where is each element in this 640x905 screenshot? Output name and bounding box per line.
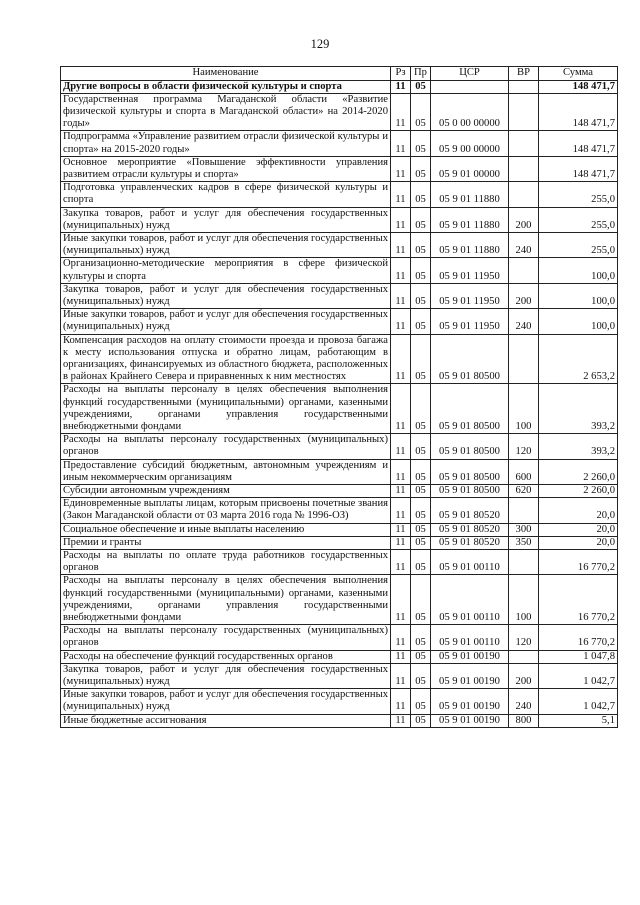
row-rz: 11: [391, 334, 411, 384]
row-pr: 05: [411, 434, 431, 459]
row-sum: 100,0: [539, 258, 618, 283]
row-pr: 05: [411, 536, 431, 549]
table-row: [61, 689, 618, 714]
header-name: Наименование: [61, 67, 391, 81]
row-rz: 11: [391, 131, 411, 156]
row-name: Единовременные выплаты лицам, которым присвоены почетные звания (Закон Магаданской области от 03 марта 2016 года № 1996-ОЗ): [61, 498, 391, 523]
row-vr: 100: [509, 384, 539, 434]
row-rz: 11: [391, 550, 411, 575]
row-rz: 11: [391, 663, 411, 688]
row-name: Иные закупки товаров, работ и услуг для обеспечения государственных (муниципальных) нужд: [61, 689, 391, 714]
row-sum: 100,0: [539, 309, 618, 334]
table-row: [61, 80, 618, 93]
row-sum: 20,0: [539, 498, 618, 523]
row-csr: 05 9 00 00000: [431, 131, 509, 156]
table-row: [61, 523, 618, 536]
row-vr: 600: [509, 459, 539, 484]
row-rz: 11: [391, 625, 411, 650]
row-name: Организационно-методические мероприятия в сфере физической культуры и спорта: [61, 258, 391, 283]
row-pr: 05: [411, 689, 431, 714]
row-pr: 05: [411, 550, 431, 575]
table-row: [61, 650, 618, 663]
row-rz: 11: [391, 283, 411, 308]
row-pr: 05: [411, 182, 431, 207]
row-pr: 05: [411, 93, 431, 131]
table-row: [61, 182, 618, 207]
row-sum: 20,0: [539, 536, 618, 549]
budget-table: [60, 66, 618, 728]
row-name: Иные бюджетные ассигнования: [61, 714, 391, 727]
row-csr: 05 9 01 00110: [431, 575, 509, 625]
row-csr: 05 9 01 11880: [431, 232, 509, 257]
row-pr: 05: [411, 650, 431, 663]
row-sum: 2 653,2: [539, 334, 618, 384]
row-rz: 11: [391, 498, 411, 523]
row-rz: 11: [391, 650, 411, 663]
row-name: Расходы на выплаты персоналу государственных (муниципальных) органов: [61, 625, 391, 650]
header-csr: ЦСР: [431, 67, 509, 81]
row-csr: 05 9 01 80520: [431, 536, 509, 549]
row-vr: 240: [509, 309, 539, 334]
row-sum: 148 471,7: [539, 80, 618, 93]
table-header-row: [61, 67, 618, 81]
table-row: [61, 384, 618, 434]
row-csr: 05 9 01 80500: [431, 384, 509, 434]
table-row: [61, 663, 618, 688]
row-rz: 11: [391, 80, 411, 93]
row-rz: 11: [391, 156, 411, 181]
row-pr: 05: [411, 663, 431, 688]
row-sum: 255,0: [539, 182, 618, 207]
row-sum: 2 260,0: [539, 459, 618, 484]
table-row: [61, 459, 618, 484]
row-rz: 11: [391, 434, 411, 459]
row-name: Премии и гранты: [61, 536, 391, 549]
row-csr: 05 9 01 11880: [431, 207, 509, 232]
row-csr: 05 9 01 80500: [431, 334, 509, 384]
row-pr: 05: [411, 283, 431, 308]
row-vr: 120: [509, 434, 539, 459]
table-row: [61, 232, 618, 257]
table-row: [61, 334, 618, 384]
row-csr: 05 9 01 80520: [431, 523, 509, 536]
row-name: Расходы на выплаты по оплате труда работников государственных органов: [61, 550, 391, 575]
row-csr: 05 9 01 80520: [431, 498, 509, 523]
row-name: Компенсация расходов на оплату стоимости проезда и провоза багажа к месту использования отпуска и обратно лицам, работающим в организациях, финансируемых из областного бюджета, расположенных в районах Крайнего Севера и приравненных к ним местностях: [61, 334, 391, 384]
row-vr: 240: [509, 689, 539, 714]
row-vr: 200: [509, 663, 539, 688]
table-row: [61, 434, 618, 459]
row-sum: 16 770,2: [539, 550, 618, 575]
row-vr: 200: [509, 207, 539, 232]
row-pr: 05: [411, 625, 431, 650]
row-sum: 148 471,7: [539, 93, 618, 131]
row-csr: 05 9 01 80500: [431, 434, 509, 459]
row-csr: 05 9 01 00190: [431, 650, 509, 663]
header-sum: Сумма: [539, 67, 618, 81]
table-body: [61, 80, 618, 727]
row-vr: [509, 156, 539, 181]
row-name: Закупка товаров, работ и услуг для обеспечения государственных (муниципальных) нужд: [61, 207, 391, 232]
table-row: [61, 283, 618, 308]
row-rz: 11: [391, 232, 411, 257]
row-name: Подготовка управленческих кадров в сфере физической культуры и спорта: [61, 182, 391, 207]
row-name: Закупка товаров, работ и услуг для обеспечения государственных (муниципальных) нужд: [61, 283, 391, 308]
row-vr: 240: [509, 232, 539, 257]
row-vr: [509, 93, 539, 131]
row-vr: [509, 131, 539, 156]
row-csr: 05 9 01 00190: [431, 689, 509, 714]
row-pr: 05: [411, 258, 431, 283]
row-name: Закупка товаров, работ и услуг для обеспечения государственных (муниципальных) нужд: [61, 663, 391, 688]
row-csr: 05 9 01 00110: [431, 625, 509, 650]
table-row: [61, 309, 618, 334]
row-pr: 05: [411, 232, 431, 257]
row-vr: [509, 550, 539, 575]
row-csr: 05 9 01 11950: [431, 283, 509, 308]
row-sum: 148 471,7: [539, 131, 618, 156]
row-sum: 1 042,7: [539, 663, 618, 688]
row-vr: 300: [509, 523, 539, 536]
row-rz: 11: [391, 485, 411, 498]
row-rz: 11: [391, 258, 411, 283]
row-pr: 05: [411, 575, 431, 625]
row-csr: [431, 80, 509, 93]
row-vr: 200: [509, 283, 539, 308]
row-name: Социальное обеспечение и иные выплаты населению: [61, 523, 391, 536]
header-pr: Пр: [411, 67, 431, 81]
row-name: Другие вопросы в области физической культуры и спорта: [61, 80, 391, 93]
row-sum: 16 770,2: [539, 625, 618, 650]
row-rz: 11: [391, 689, 411, 714]
row-vr: [509, 80, 539, 93]
row-csr: 05 9 01 11950: [431, 309, 509, 334]
row-name: Субсидии автономным учреждениям: [61, 485, 391, 498]
row-sum: 1 042,7: [539, 689, 618, 714]
row-name: Основное мероприятие «Повышение эффективности управления развитием отрасли культуры и спорта»: [61, 156, 391, 181]
row-sum: 5,1: [539, 714, 618, 727]
row-name: Иные закупки товаров, работ и услуг для обеспечения государственных (муниципальных) нужд: [61, 309, 391, 334]
table-row: [61, 714, 618, 727]
row-pr: 05: [411, 459, 431, 484]
row-name: Расходы на выплаты персоналу в целях обеспечения выполнения функций государственными (муниципальными) органами, казенными учреждениями, органами управления государственными внебюджетными фондами: [61, 575, 391, 625]
row-pr: 05: [411, 485, 431, 498]
table-row: [61, 625, 618, 650]
row-pr: 05: [411, 384, 431, 434]
row-rz: 11: [391, 714, 411, 727]
row-vr: 350: [509, 536, 539, 549]
row-pr: 05: [411, 714, 431, 727]
row-sum: 100,0: [539, 283, 618, 308]
row-pr: 05: [411, 80, 431, 93]
row-sum: 1 047,8: [539, 650, 618, 663]
row-pr: 05: [411, 523, 431, 536]
row-vr: 620: [509, 485, 539, 498]
row-name: Расходы на выплаты персоналу в целях обеспечения выполнения функций государственными (муниципальными) органами, казенными учреждениями, органами управления государственными внебюджетными фондами: [61, 384, 391, 434]
row-rz: 11: [391, 459, 411, 484]
row-name: Предоставление субсидий бюджетным, автономным учреждениям и иным некоммерческим организациям: [61, 459, 391, 484]
row-vr: [509, 334, 539, 384]
row-vr: 120: [509, 625, 539, 650]
row-name: Подпрограмма «Управление развитием отрасли физической культуры и спорта» на 2015-2020 годы»: [61, 131, 391, 156]
row-sum: 255,0: [539, 207, 618, 232]
table-row: [61, 131, 618, 156]
row-csr: 05 9 01 11880: [431, 182, 509, 207]
row-sum: 20,0: [539, 523, 618, 536]
table-row: [61, 485, 618, 498]
row-csr: 05 9 01 11950: [431, 258, 509, 283]
row-vr: [509, 182, 539, 207]
row-rz: 11: [391, 182, 411, 207]
row-name: Государственная программа Магаданской области «Развитие физической культуры и спорта в Магаданской области» на 2014-2020 годы»: [61, 93, 391, 131]
row-sum: 255,0: [539, 232, 618, 257]
row-rz: 11: [391, 309, 411, 334]
row-csr: 05 9 01 00190: [431, 663, 509, 688]
row-sum: 393,2: [539, 434, 618, 459]
table-row: [61, 498, 618, 523]
row-vr: 800: [509, 714, 539, 727]
row-name: Иные закупки товаров, работ и услуг для обеспечения государственных (муниципальных) нужд: [61, 232, 391, 257]
table-row: [61, 550, 618, 575]
table-row: [61, 536, 618, 549]
row-sum: 148 471,7: [539, 156, 618, 181]
row-vr: [509, 498, 539, 523]
table-row: [61, 93, 618, 131]
row-rz: 11: [391, 523, 411, 536]
row-pr: 05: [411, 334, 431, 384]
row-vr: 100: [509, 575, 539, 625]
row-pr: 05: [411, 207, 431, 232]
row-csr: 05 9 01 80500: [431, 459, 509, 484]
row-vr: [509, 650, 539, 663]
row-name: Расходы на обеспечение функций государственных органов: [61, 650, 391, 663]
row-vr: [509, 258, 539, 283]
row-rz: 11: [391, 536, 411, 549]
row-pr: 05: [411, 498, 431, 523]
table-row: [61, 207, 618, 232]
row-sum: 2 260,0: [539, 485, 618, 498]
page-number: 129: [310, 37, 330, 51]
header-vr: ВР: [509, 67, 539, 81]
row-csr: 05 9 01 00110: [431, 550, 509, 575]
row-pr: 05: [411, 131, 431, 156]
row-rz: 11: [391, 93, 411, 131]
row-pr: 05: [411, 156, 431, 181]
row-rz: 11: [391, 575, 411, 625]
table-row: [61, 575, 618, 625]
row-rz: 11: [391, 384, 411, 434]
row-csr: 05 0 00 00000: [431, 93, 509, 131]
row-name: Расходы на выплаты персоналу государственных (муниципальных) органов: [61, 434, 391, 459]
header-rz: Рз: [391, 67, 411, 81]
row-csr: 05 9 01 80500: [431, 485, 509, 498]
row-csr: 05 9 01 00190: [431, 714, 509, 727]
table-row: [61, 156, 618, 181]
row-sum: 393,2: [539, 384, 618, 434]
row-rz: 11: [391, 207, 411, 232]
table-row: [61, 258, 618, 283]
row-csr: 05 9 01 00000: [431, 156, 509, 181]
row-pr: 05: [411, 309, 431, 334]
row-sum: 16 770,2: [539, 575, 618, 625]
